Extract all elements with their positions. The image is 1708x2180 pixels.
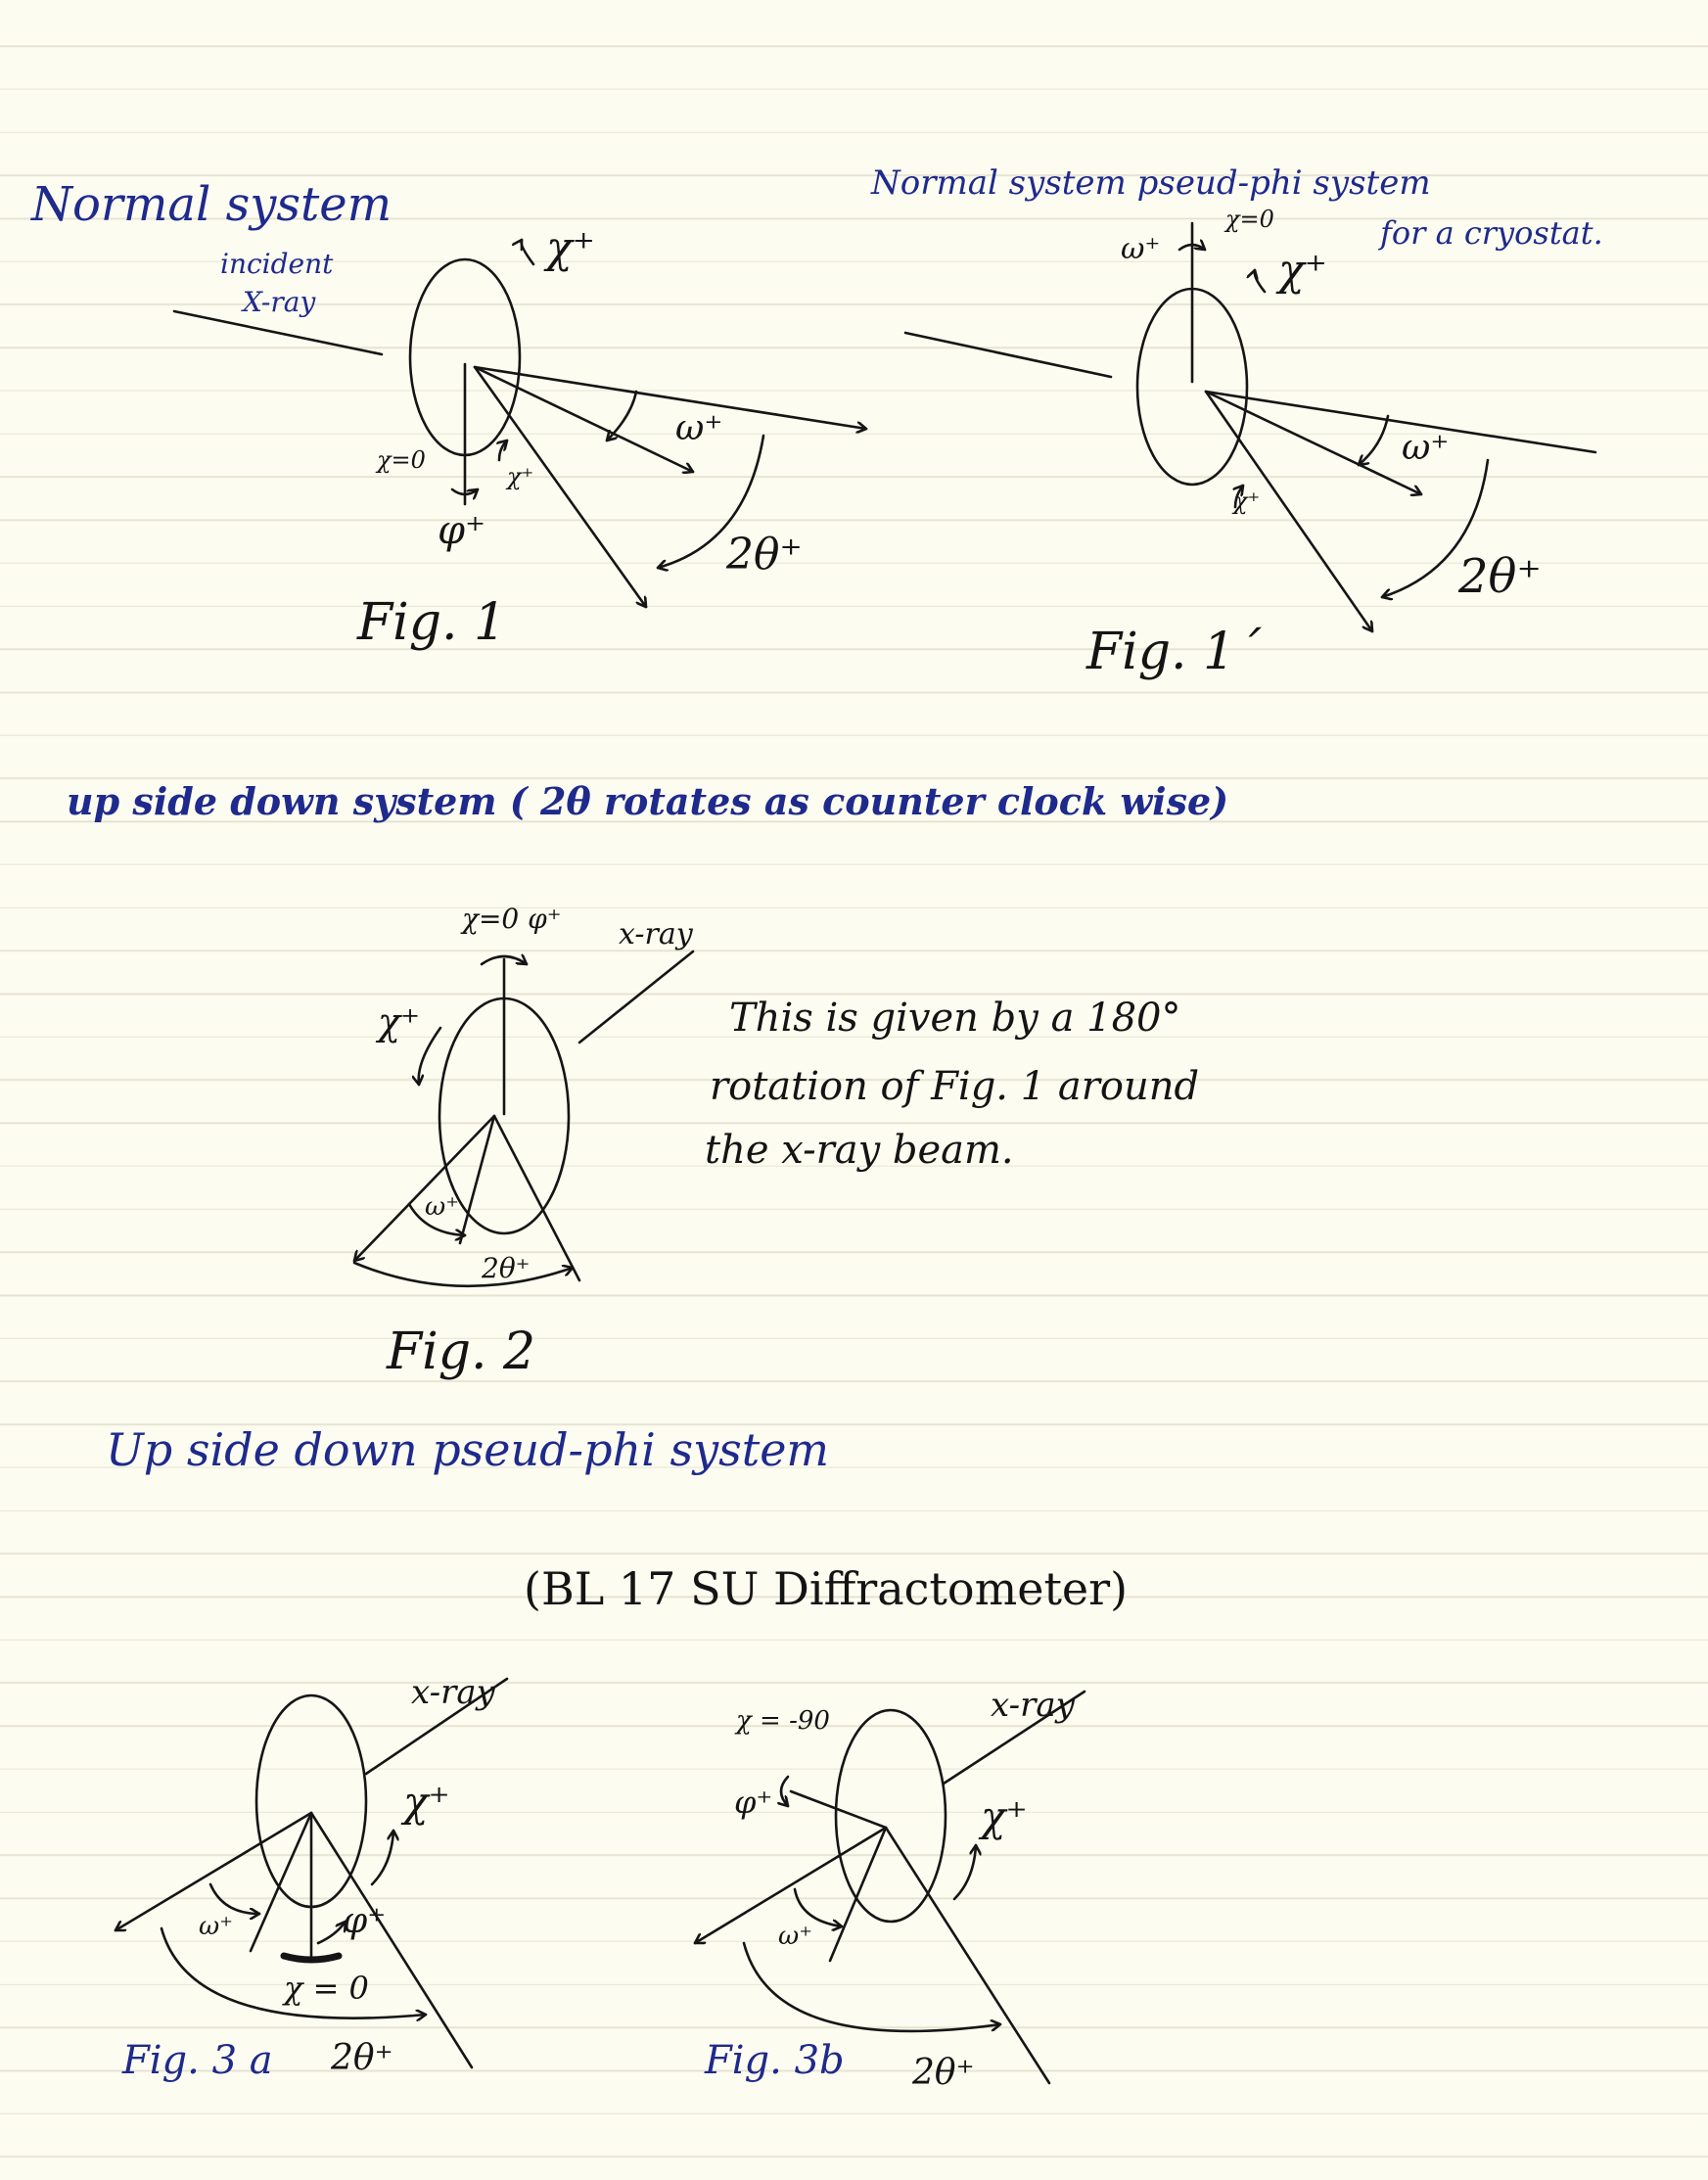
fig2-note-line3: the x-ray beam. bbox=[705, 1128, 1014, 1173]
fig2-xray-beam bbox=[579, 951, 693, 1043]
fig3a-chi-arc bbox=[372, 1831, 393, 1884]
fig3b-phi-axis bbox=[791, 1791, 886, 1828]
fig2-omega-beam bbox=[354, 1116, 494, 1261]
fig1p-chi-zero: χ=0 bbox=[1225, 206, 1274, 233]
fig2-caption: Fig. 2 bbox=[387, 1322, 536, 1381]
fig1-chi-arc bbox=[522, 240, 534, 264]
fig3b-xray-label: x-ray bbox=[991, 1686, 1075, 1725]
fig1p-caption: Fig. 1´ bbox=[1086, 623, 1262, 681]
fig3a-omega-plus: ω⁺ bbox=[199, 1912, 233, 1941]
fig2-note-line1: This is given by a 180° bbox=[729, 996, 1181, 1041]
fig2-note-line2: rotation of Fig. 1 around bbox=[710, 1064, 1200, 1109]
fig3b-phi-rotation bbox=[781, 1777, 788, 1806]
fig2-chi-zero-phi: χ=0 φ⁺ bbox=[462, 903, 562, 935]
fig2-chi-arc bbox=[419, 1028, 440, 1085]
fig3b-chi-plus: χ⁺ bbox=[981, 1792, 1028, 1840]
fig3b-omega-plus: ω⁺ bbox=[778, 1922, 812, 1951]
fig3a-phi-rotation bbox=[318, 1922, 346, 1943]
fig3a-chi-plus: χ⁺ bbox=[403, 1778, 450, 1826]
fig1-diffracted-beam bbox=[475, 367, 866, 429]
fig1-two-theta-plus: 2θ⁺ bbox=[726, 530, 803, 580]
fig2-xray-label: x-ray bbox=[619, 917, 693, 951]
fig2-chi-plus: χ⁺ bbox=[378, 1000, 421, 1044]
heading-upside-down-pseudo: Up side down pseud-phi system bbox=[106, 1423, 830, 1476]
fig1-chi-zero: χ=0 bbox=[377, 446, 426, 474]
fig3b-chi-minus90: χ = -90 bbox=[736, 1706, 830, 1736]
fig3a-phi-bar bbox=[284, 1956, 339, 1960]
fig1p-chi-plus-small: χ⁺ bbox=[1233, 487, 1261, 515]
fig1-caption: Fig. 1 bbox=[357, 593, 507, 652]
fig1-phi-plus: φ⁺ bbox=[438, 508, 486, 553]
heading-normal-system: Normal system bbox=[31, 177, 392, 232]
fig3a-phi-plus: φ⁺ bbox=[343, 1901, 387, 1941]
fig3a-drawing bbox=[115, 1679, 507, 2067]
fig3a-xray-label: x-ray bbox=[411, 1673, 495, 1712]
fig3a-caption: Fig. 3 a bbox=[122, 2038, 273, 2083]
fig3a-two-theta-plus: 2θ⁺ bbox=[331, 2038, 393, 2078]
fig3b-chi-arc bbox=[954, 1845, 976, 1899]
heading-normal-pseudo-phi: Normal system pseud-phi system bbox=[871, 163, 1431, 203]
fig3b-two-theta-beam bbox=[886, 1828, 1049, 2083]
fig3a-chi-zero: χ = 0 bbox=[284, 1970, 369, 2007]
fig1p-chi-plus: χ⁺ bbox=[1278, 246, 1327, 296]
heading-upside-down: up side down system ( 2θ rotates as counter clock wise) bbox=[67, 779, 1229, 823]
fig3a-omega-arc bbox=[210, 1884, 259, 1914]
fig2-two-theta-arc bbox=[354, 1263, 573, 1286]
fig1-two-theta-beam bbox=[475, 367, 646, 607]
fig1p-incident-beam bbox=[905, 333, 1111, 377]
fig1p-omega-plus: ω⁺ bbox=[1121, 232, 1161, 266]
fig1p-two-theta-plus: 2θ⁺ bbox=[1458, 549, 1542, 604]
fig1p-chi-arc bbox=[1255, 270, 1265, 292]
fig1-omega-plus: ω⁺ bbox=[675, 408, 723, 448]
fig3b-drawing bbox=[695, 1692, 1085, 2083]
fig1-xray-label: X-ray bbox=[243, 286, 316, 318]
fig1-incident-label: incident bbox=[220, 248, 334, 280]
heading-for-cryostat: for a cryostat. bbox=[1380, 214, 1603, 252]
fig2-omega-plus: ω⁺ bbox=[425, 1192, 459, 1222]
fig1p-omega-arc bbox=[1359, 416, 1388, 465]
fig2-two-theta-plus: 2θ⁺ bbox=[482, 1252, 531, 1284]
heading-bl17: (BL 17 SU Diffractometer) bbox=[524, 1562, 1129, 1615]
fig3b-phi-plus: φ⁺ bbox=[734, 1784, 773, 1821]
fig3b-two-theta-arc bbox=[744, 1943, 1000, 2031]
fig1-chi-arc-lower bbox=[499, 441, 507, 460]
fig1-chi-plus: χ⁺ bbox=[546, 223, 595, 273]
fig1-chi-plus-small: χ⁺ bbox=[507, 463, 534, 490]
fig3b-two-theta-plus: 2θ⁺ bbox=[912, 2053, 975, 2093]
fig1p-omega-plus-2: ω⁺ bbox=[1402, 428, 1450, 468]
fig1p-two-theta-beam bbox=[1206, 392, 1372, 631]
fig1p-diffracted-beam bbox=[1206, 392, 1595, 452]
fig3b-caption: Fig. 3b bbox=[705, 2038, 845, 2083]
